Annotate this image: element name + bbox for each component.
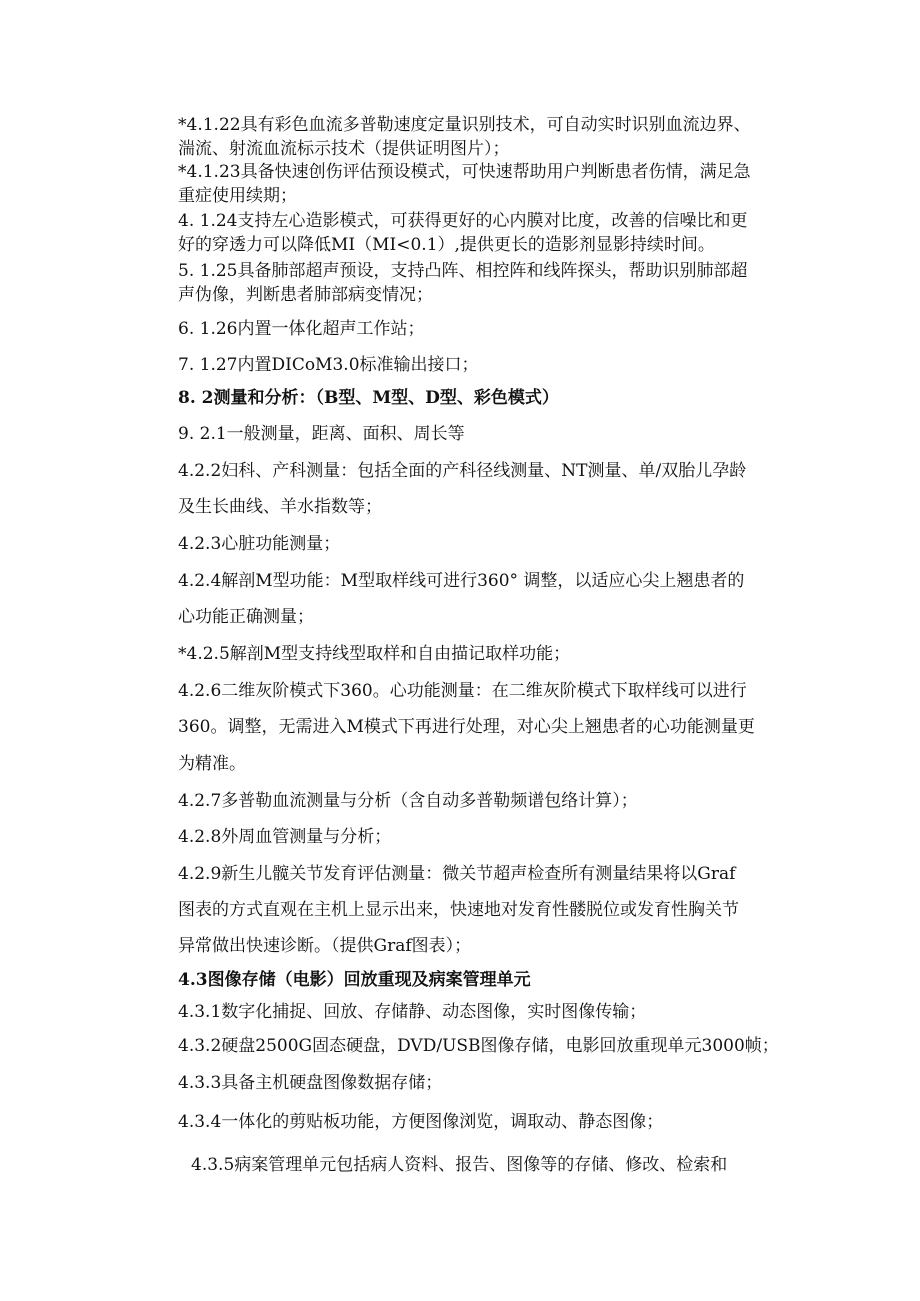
- text-line: 好的穿透力可以降低MI（MI<0.1）,提供更长的造影剂显影持续时间。: [178, 235, 715, 255]
- text-line: 图表的方式直观在主机上显示出来，快速地对发育性髅脱位或发育性胸关节: [178, 900, 739, 920]
- section-heading: 4.3图像存储（电影）回放重现及病案管理单元: [178, 970, 531, 990]
- text-line: 6. 1.26内置一体化超声工作站；: [178, 319, 425, 339]
- text-line: 湍流、射流血流标示技术（提供证明图片）；: [178, 139, 510, 159]
- text-line: 4.2.4解剖M型功能：M型取样线可进行360° 调整，以适应心尖上翘患者的: [178, 571, 745, 591]
- text-line: 5. 1.25具备肺部超声预设，支持凸阵、相控阵和线阵探头，帮助识别肺部超: [178, 261, 748, 281]
- text-line: 4.3.1数字化捕捉、回放、存储静、动态图像，实时图像传输；: [178, 1002, 647, 1022]
- text-line: 4.2.2妇科、产科测量：包括全面的产科径线测量、NT测量、单/双胎儿孕龄: [178, 461, 747, 481]
- text-line: *4.1.23具备快速创伤评估预设模式，可快速帮助用户判断患者伤情，满足急: [178, 162, 751, 182]
- text-line: 360。调整，无需进入M模式下再进行处理，对心尖上翘患者的心功能测量更: [178, 717, 755, 737]
- text-line: 4. 1.24支持左心造影模式，可获得更好的心内膜对比度，改善的信噪比和更: [178, 211, 748, 231]
- text-line: *4.2.5解剖M型支持线型取样和自由描记取样功能；: [178, 644, 571, 664]
- text-line: 心功能正确测量；: [178, 607, 314, 627]
- text-line: 4.3.2硬盘2500G固态硬盘，DVD/USB图像存储，电影回放重现单元3000帧；: [178, 1036, 779, 1056]
- text-line: 为精准。: [178, 754, 246, 774]
- text-line: 4.2.3心脏功能测量；: [178, 534, 341, 554]
- text-line: 4.2.8外周血管测量与分析；: [178, 827, 392, 847]
- text-line: 4.2.7多普勒血流测量与分析（含自动多普勒频谱包络计算）；: [178, 791, 638, 811]
- text-line: *4.1.22具有彩色血流多普勒速度定量识别技术，可自动实时识别血流边界、: [178, 115, 751, 135]
- section-heading: 8. 2测量和分析：（B型、M型、D型、彩色模式）: [178, 388, 559, 408]
- text-line: 9. 2.1一般测量，距离、面积、周长等: [178, 424, 465, 444]
- text-line: 7. 1.27内置DICoM3.0标准输出接口；: [178, 355, 479, 375]
- text-line: 声伪像，判断患者肺部病变情况；: [178, 285, 433, 305]
- text-line: 4.3.4一体化的剪贴板功能，方便图像浏览，调取动、静态图像；: [178, 1112, 664, 1132]
- text-line: 异常做出快速诊断。（提供Graf图表）；: [178, 936, 472, 956]
- text-line: 4.2.9新生儿髋关节发育评估测量：微关节超声检查所有测量结果将以Graf: [178, 864, 736, 884]
- text-line: 4.2.6二维灰阶模式下360。心功能测量：在二维灰阶模式下取样线可以进行: [178, 681, 747, 701]
- text-line: 重症使用续期；: [178, 186, 297, 206]
- text-line: 4.3.5病案管理单元包括病人资料、报告、图像等的存储、修改、检索和: [191, 1155, 728, 1175]
- text-line: 及生长曲线、羊水指数等；: [178, 497, 382, 517]
- text-line: 4.3.3具备主机硬盘图像数据存储；: [178, 1073, 443, 1093]
